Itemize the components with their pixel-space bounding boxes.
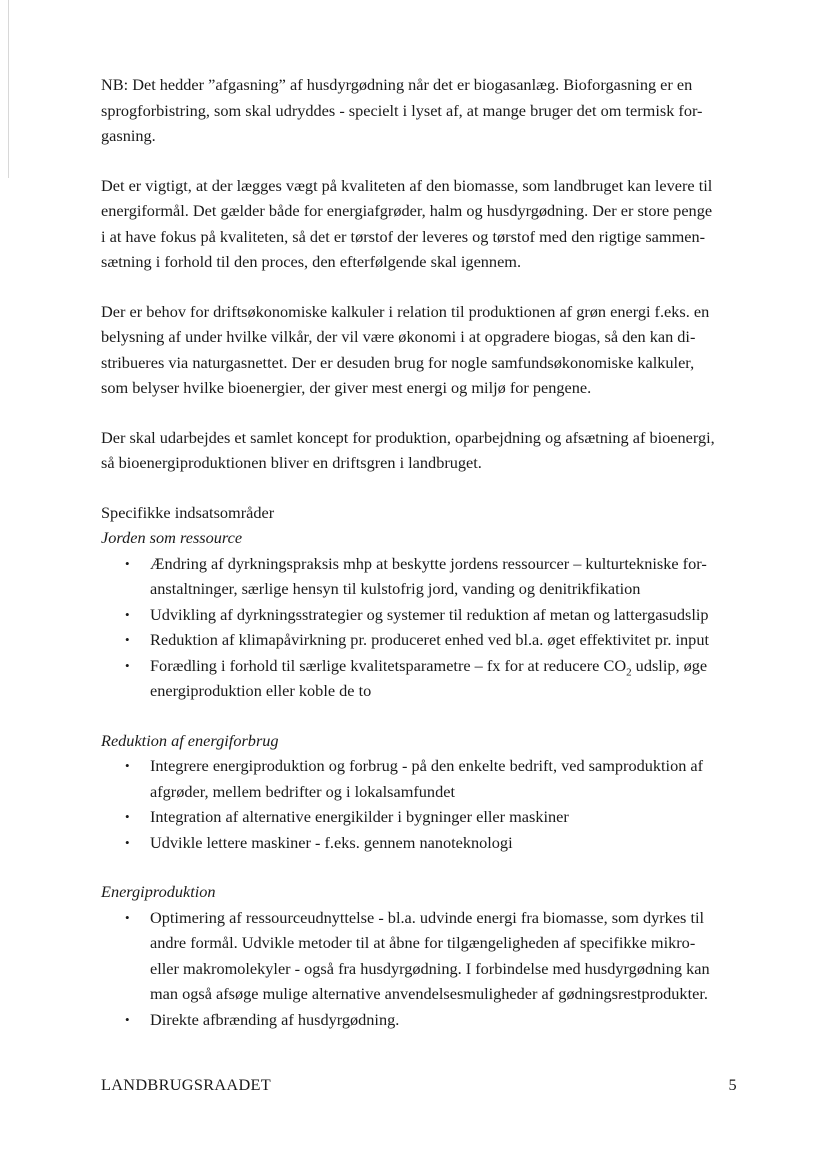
bullet-icon: • [125,657,130,673]
section-jorden-som-ressource [101,500,741,704]
list-item-text: Udvikling af dyrkningsstrategier og systemer til reduktion af metan og lattergasudslip [150,604,709,624]
list-item [101,905,741,1007]
bullet-icon: • [125,606,130,622]
co2-subscript: 2 [626,665,632,678]
section-title: Energiproduktion [101,882,216,901]
list-item [101,551,741,602]
list-item [101,753,741,804]
bullet-icon: • [125,758,130,773]
margin-rule [8,0,9,178]
list-item-text: Optimering af ressourceudnyttelse - bl.a. udvinde energi fra biomasse, som dyrkes til andre formål. Udvikle metoder til at åbne for tilgængeligheden af specifikke mikro- eller makromolekyler - også fra husdyrgødning. I forbindelse med husdyrgødning kan man også afsøge mulige alternative anvendelsesmuligheder af gødningsrestprodukter. [150,907,710,1003]
paragraph-bioenergy-concept: Der skal udarbejdes et samlet koncept for produktion, oparbejdning og afsætning af bioenergi, så bioenergiproduktionen bliver en driftsgren i landbruget. [101,427,715,472]
specific-areas-heading: Specifikke indsatsområder [101,502,275,522]
list-item [101,627,741,653]
bullet-icon: • [125,555,130,571]
section-energiproduktion [101,879,741,1032]
section-title: Reduktion af energiforbrug [101,730,279,750]
bullet-icon: • [125,809,130,824]
bullet-icon: • [125,909,130,925]
paragraph-afgasning-note: NB: Det hedder ”afgasning” af husdyrgødning når det er biogasanlæg. Bioforgasning er en sprogforbistring, som skal udryddes - specielt i lyset af, at mange bruger det om termisk for- gasning. [101,75,703,145]
paragraph-economic-calculations: Der er behov for driftsøkonomiske kalkuler i relation til produktionen af grøn energi f.eks. en belysning af under hvilke vilkår, der vil være økonomi i at opgradere biogas, så den kan di- stribueres via naturgasnettet. Der er desuden brug for nogle samfundsøkonomiske kalkuler, som belyser hvilke bioenergier, der giver mest energi og miljø for pengene. [101,301,710,397]
bullet-icon: • [125,834,130,850]
list-item-text-after: udslip, øge energiproduktion eller koble de to [150,655,708,700]
list-item [101,1007,741,1033]
list-item-text: Direkte afbrænding af husdyrgødning. [150,1009,400,1029]
document-body [101,72,741,1056]
bullet-icon: • [125,1011,130,1027]
page-footer [101,1074,737,1096]
list-item [101,602,741,628]
footer-organization: LANDBRUGSRAADET [101,1075,272,1094]
list-item [101,830,741,856]
list-item-text-before: Forædling i forhold til særlige kvalitetsparametre – fx for at reducere CO [150,655,627,675]
list-item [101,653,741,704]
paragraph-biomass-quality: Det er vigtigt, at der lægges vægt på kvaliteten af den biomasse, som landbruget kan levere til energiformål. Det gælder både for energiafgrøder, halm og husdyrgødning. Der er store penge i at have fokus på kvaliteten, så det er tørstof der leveres og tørstof med den rigtige sammen- sætning i forhold til den proces, den efterfølgende skal igennem. [101,175,713,271]
list-item [101,804,741,830]
list-item-text: Reduktion af klimapåvirkning pr. produceret enhed ved bl.a. øget effektivitet pr. input [150,630,709,649]
bullet-list [101,753,741,855]
list-item-text: Integrere energiproduktion og forbrug - på den enkelte bedrift, ved samproduktion af afgrøder, mellem bedrifter og i lokalsamfundet [150,756,704,801]
bullet-list [101,905,741,1033]
bullet-icon: • [125,632,130,647]
bullet-list [101,551,741,704]
page-number: 5 [728,1075,737,1094]
section-reduktion-af-energiforbrug [101,728,741,856]
section-title: Jorden som ressource [101,528,243,547]
list-item-text: Integration af alternative energikilder i bygninger eller maskiner [150,807,569,826]
list-item-text: Ændring af dyrkningspraksis mhp at beskytte jordens ressourcer – kulturtekniske for- anstaltninger, særlige hensyn til kulstofrig jord, vanding og denitrikfikation [150,553,707,598]
list-item-text: Udvikle lettere maskiner - f.eks. gennem nanoteknologi [150,832,513,852]
